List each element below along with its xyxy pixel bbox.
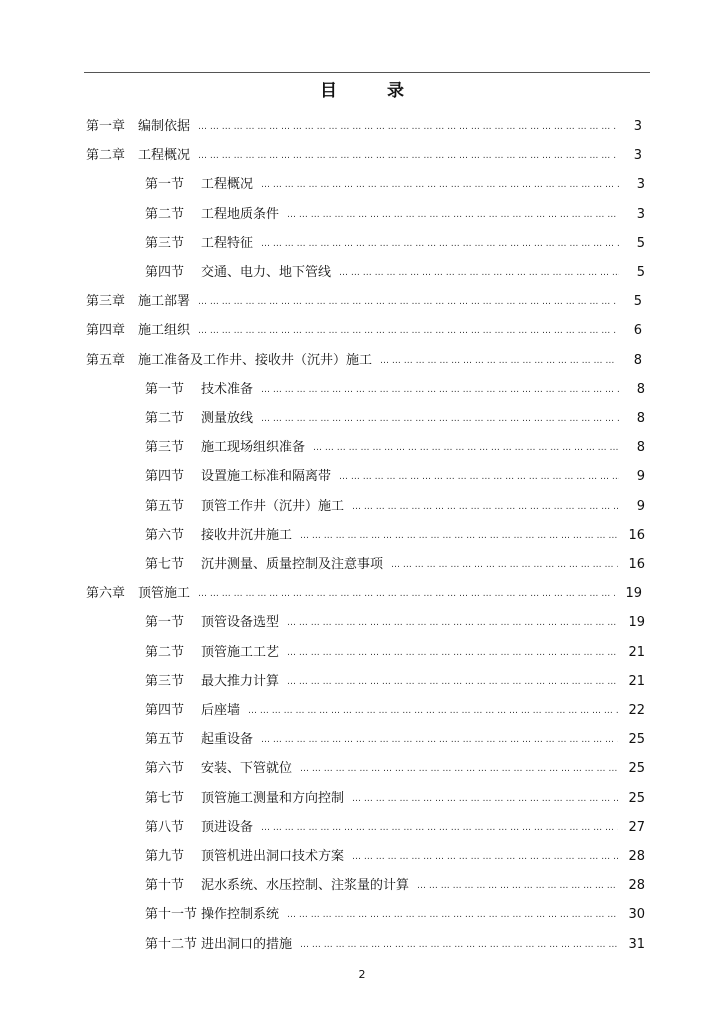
- toc-dot-leader: [417, 877, 618, 895]
- toc-entry-title: 泥水系统、水压控制、注浆量的计算: [201, 878, 410, 893]
- toc-entry-page: 3: [633, 119, 642, 134]
- toc-entry-number: 第二节: [145, 411, 185, 426]
- toc-entry-number: 第一节: [145, 615, 185, 630]
- toc-entry-page: 3: [636, 207, 645, 222]
- toc-entry-page: 19: [628, 615, 645, 630]
- toc-dot-leader: [198, 293, 616, 311]
- toc-entry-page: 25: [628, 791, 645, 806]
- toc-section-entry[interactable]: [145, 410, 645, 428]
- toc-entry-page: 16: [628, 557, 645, 572]
- toc-entry-page: 8: [636, 382, 645, 397]
- toc-entry-page: 5: [633, 294, 642, 309]
- toc-entry-number: 第三节: [145, 440, 185, 455]
- toc-dot-leader: [261, 381, 619, 399]
- toc-dot-leader: [287, 673, 618, 691]
- toc-entry-page: 5: [636, 265, 645, 280]
- toc-section-entry[interactable]: [145, 731, 645, 749]
- toc-entry-title: 最大推力计算: [201, 674, 280, 689]
- toc-entry-page: 3: [633, 148, 642, 163]
- toc-entry-page: 31: [628, 937, 645, 952]
- toc-dot-leader: [380, 352, 616, 370]
- toc-entry-page: 21: [628, 674, 645, 689]
- toc-entry-page: 8: [633, 353, 642, 368]
- toc-section-entry[interactable]: [145, 176, 645, 194]
- toc-section-entry[interactable]: [145, 790, 645, 808]
- toc-section-entry[interactable]: [145, 206, 645, 224]
- toc-dot-leader: [287, 906, 618, 924]
- toc-entry-page: 27: [628, 820, 645, 835]
- toc-entry-page: 9: [636, 499, 645, 514]
- toc-entry-title: 沉井测量、质量控制及注意事项: [201, 557, 384, 572]
- toc-section-entry[interactable]: [145, 381, 645, 399]
- toc-entry-title: 施工现场组织准备: [201, 440, 306, 455]
- page-title: 目 录: [320, 81, 426, 101]
- toc-dot-leader: [261, 235, 619, 253]
- toc-dot-leader: [248, 702, 618, 720]
- toc-entry-number: 第四节: [145, 469, 185, 484]
- toc-entry-title: 顶管施工: [138, 586, 191, 601]
- toc-entry-title: 顶管施工测量和方向控制: [201, 791, 345, 806]
- toc-section-entry[interactable]: [145, 906, 645, 924]
- toc-entry-page: 8: [636, 440, 645, 455]
- toc-entry-title: 交通、电力、地下管线: [201, 265, 332, 280]
- toc-dot-leader: [300, 527, 618, 545]
- toc-section-entry[interactable]: [145, 264, 645, 282]
- toc-entry-number: 第五章: [86, 353, 126, 368]
- toc-dot-leader: [261, 731, 618, 749]
- toc-entry-number: 第一章: [86, 119, 126, 134]
- toc-entry-page: 5: [636, 236, 645, 251]
- toc-entry-page: 25: [628, 732, 645, 747]
- page-number: 2: [358, 968, 366, 981]
- toc-entry-title: 工程概况: [138, 148, 191, 163]
- toc-dot-leader: [198, 118, 616, 136]
- toc-dot-leader: [300, 760, 618, 778]
- toc-entry-page: 22: [628, 703, 645, 718]
- toc-section-entry[interactable]: [145, 556, 645, 574]
- toc-entry-title: 施工准备及工作井、接收井（沉井）施工: [138, 353, 373, 368]
- toc-chapter-entry[interactable]: [86, 293, 642, 311]
- toc-dot-leader: [287, 644, 618, 662]
- toc-dot-leader: [313, 439, 619, 457]
- toc-entry-number: 第六节: [145, 761, 185, 776]
- toc-entry-number: 第一节: [145, 382, 185, 397]
- toc-section-entry[interactable]: [145, 468, 645, 486]
- toc-entry-number: 第二章: [86, 148, 126, 163]
- toc-dot-leader: [352, 848, 618, 866]
- toc-section-entry[interactable]: [145, 702, 645, 720]
- toc-dot-leader: [391, 556, 618, 574]
- toc-entry-page: 25: [628, 761, 645, 776]
- toc-entry-page: 30: [628, 907, 645, 922]
- toc-entry-title: 顶管施工工艺: [201, 645, 280, 660]
- toc-entry-title: 设置施工标准和隔离带: [201, 469, 332, 484]
- toc-entry-title: 顶管设备选型: [201, 615, 280, 630]
- toc-entry-number: 第四节: [145, 265, 185, 280]
- toc-dot-leader: [287, 614, 618, 632]
- toc-dot-leader: [300, 936, 618, 954]
- toc-entry-number: 第七节: [145, 557, 185, 572]
- toc-entry-number: 第二节: [145, 645, 185, 660]
- toc-dot-leader: [198, 585, 615, 603]
- toc-entry-page: 28: [628, 849, 645, 864]
- toc-entry-number: 第三章: [86, 294, 126, 309]
- toc-entry-title: 工程概况: [201, 177, 254, 192]
- toc-dot-leader: [261, 176, 619, 194]
- toc-entry-number: 第十节: [145, 878, 185, 893]
- toc-section-entry[interactable]: [145, 235, 645, 253]
- toc-dot-leader: [339, 264, 619, 282]
- toc-entry-title: 顶进设备: [201, 820, 254, 835]
- toc-section-entry[interactable]: [145, 848, 645, 866]
- toc-entry-title: 技术准备: [201, 382, 254, 397]
- toc-section-entry[interactable]: [145, 760, 645, 778]
- toc-entry-number: 第五节: [145, 732, 185, 747]
- toc-entry-number: 第一节: [145, 177, 185, 192]
- toc-dot-leader: [198, 322, 616, 340]
- toc-entry-number: 第八节: [145, 820, 185, 835]
- toc-section-entry[interactable]: [145, 673, 645, 691]
- toc-dot-leader: [339, 468, 619, 486]
- toc-entry-number: 第十一节: [145, 907, 198, 922]
- toc-entry-number: 第三节: [145, 236, 185, 251]
- toc-entry-page: 21: [628, 645, 645, 660]
- toc-entry-number: 第二节: [145, 207, 185, 222]
- toc-entry-title: 测量放线: [201, 411, 254, 426]
- toc-chapter-entry[interactable]: [86, 585, 642, 603]
- toc-section-entry[interactable]: [145, 439, 645, 457]
- toc-entry-title: 工程特征: [201, 236, 254, 251]
- toc-section-entry[interactable]: [145, 527, 645, 545]
- toc-entry-title: 操作控制系统: [201, 907, 280, 922]
- toc-entry-page: 19: [625, 586, 642, 601]
- toc-dot-leader: [198, 147, 616, 165]
- toc-entry-title: 编制依据: [138, 119, 191, 134]
- toc-entry-page: 6: [633, 323, 642, 338]
- toc-section-entry[interactable]: [145, 877, 645, 895]
- toc-entry-title: 施工部署: [138, 294, 191, 309]
- toc-entry-title: 工程地质条件: [201, 207, 280, 222]
- toc-entry-page: 8: [636, 411, 645, 426]
- toc-entry-title: 施工组织: [138, 323, 191, 338]
- toc-chapter-entry[interactable]: [86, 352, 642, 370]
- toc-entry-title: 后座墙: [201, 703, 241, 718]
- toc-entry-number: 第六节: [145, 528, 185, 543]
- toc-entry-number: 第十二节: [145, 937, 198, 952]
- toc-chapter-entry[interactable]: [86, 147, 642, 165]
- toc-section-entry[interactable]: [145, 819, 645, 837]
- toc-entry-page: 3: [636, 177, 645, 192]
- toc-entry-number: 第四章: [86, 323, 126, 338]
- toc-entry-number: 第三节: [145, 674, 185, 689]
- toc-entry-page: 16: [628, 528, 645, 543]
- toc-entry-number: 第四节: [145, 703, 185, 718]
- toc-chapter-entry[interactable]: [86, 322, 642, 340]
- toc-dot-leader: [261, 819, 618, 837]
- toc-entry-title: 顶管机进出洞口技术方案: [201, 849, 345, 864]
- toc-section-entry[interactable]: [145, 614, 645, 632]
- toc-entry-title: 顶管工作井（沉井）施工: [201, 499, 345, 514]
- toc-chapter-entry[interactable]: [86, 118, 642, 136]
- toc-entry-title: 接收井沉井施工: [201, 528, 293, 543]
- toc-dot-leader: [352, 790, 618, 808]
- toc-entry-page: 28: [628, 878, 645, 893]
- toc-entry-number: 第七节: [145, 791, 185, 806]
- toc-entry-number: 第九节: [145, 849, 185, 864]
- toc-section-entry[interactable]: [145, 936, 645, 954]
- toc-entry-page: 9: [636, 469, 645, 484]
- toc-dot-leader: [261, 410, 619, 428]
- toc-entry-number: 第六章: [86, 586, 126, 601]
- toc-section-entry[interactable]: [145, 644, 645, 662]
- toc-dot-leader: [287, 206, 619, 224]
- toc-entry-title: 起重设备: [201, 732, 254, 747]
- toc-entry-title: 进出洞口的措施: [201, 937, 293, 952]
- toc-dot-leader: [352, 498, 619, 516]
- toc-entry-title: 安装、下管就位: [201, 761, 293, 776]
- toc-entry-number: 第五节: [145, 499, 185, 514]
- toc-section-entry[interactable]: [145, 498, 645, 516]
